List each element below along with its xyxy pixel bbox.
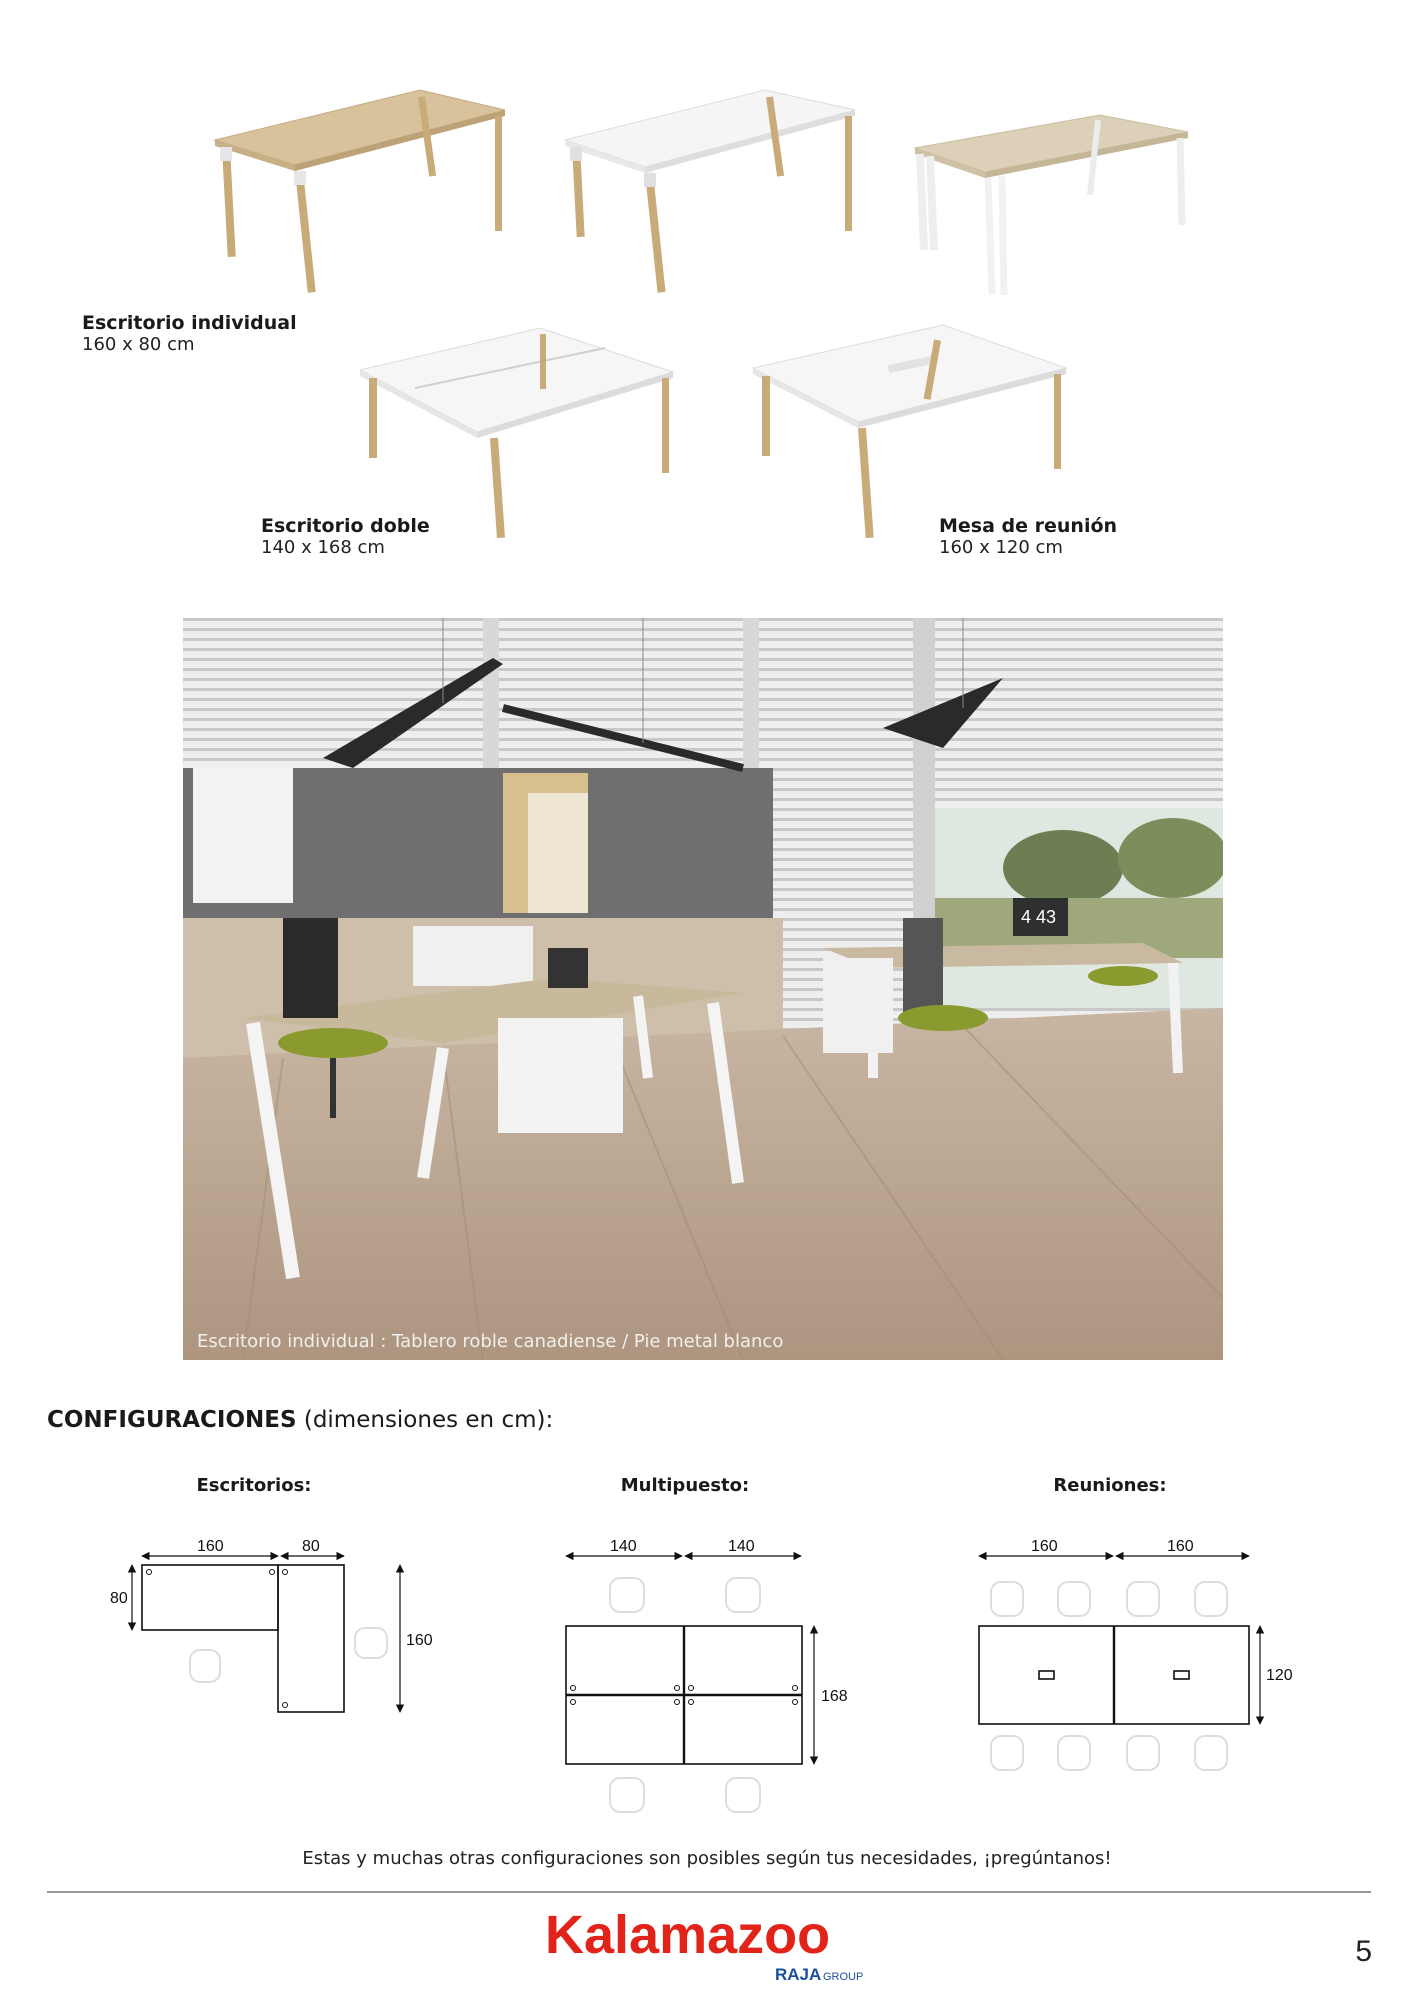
- desk-oak-image: [210, 85, 510, 305]
- footer-divider: [47, 1891, 1371, 1893]
- config-heading: [47, 1407, 553, 1433]
- dim-w2: 140: [728, 1540, 755, 1555]
- config-title: CONFIGURACIONES: [47, 1407, 297, 1433]
- product-double: [261, 515, 430, 559]
- product-dimensions: 160 x 120 cm: [939, 537, 1063, 558]
- clock-display: 4 43: [1021, 907, 1057, 927]
- multipuesto-diagram: [548, 1540, 868, 1820]
- desk-white-image: [560, 85, 860, 305]
- product-name: Escritorio doble: [261, 515, 430, 537]
- product-dimensions: 160 x 80 cm: [82, 334, 195, 355]
- dim-w1: 160: [1031, 1540, 1058, 1555]
- brand-sub: RAJA: [775, 1965, 822, 1984]
- meeting-table-image: [748, 320, 1073, 545]
- office-photo: [183, 618, 1223, 1360]
- config-escritorios-label: Escritorios:: [196, 1475, 312, 1496]
- config-multipuesto-label: Multipuesto:: [620, 1475, 750, 1496]
- config-subtitle: (dimensiones en cm):: [296, 1407, 554, 1433]
- product-name: Escritorio individual: [82, 312, 297, 334]
- dim-h: 120: [1266, 1667, 1293, 1684]
- kalamazoo-logo: [545, 1905, 885, 1985]
- photo-caption: Escritorio individual : Tablero roble canadiense / Pie metal blanco: [197, 1331, 784, 1352]
- office-scene: [183, 618, 1223, 1360]
- product-individual: [82, 312, 297, 356]
- product-dimensions: 140 x 168 cm: [261, 537, 385, 558]
- double-desk-image: [355, 320, 680, 545]
- page-number: 5: [1355, 1935, 1372, 1968]
- brand-group: GROUP: [823, 1971, 864, 1983]
- product-meeting: [939, 515, 1117, 559]
- dim-w2: 160: [1167, 1540, 1194, 1555]
- desk-oak-white-legs-image: [910, 110, 1195, 300]
- brand-name: Kalamazoo: [545, 1905, 831, 1965]
- product-name: Mesa de reunión: [939, 515, 1118, 537]
- dim-w1: 140: [610, 1540, 637, 1555]
- dim-w1: 160: [197, 1540, 224, 1555]
- config-reuniones-label: Reuniones:: [1053, 1475, 1167, 1496]
- dim-h2: 160: [406, 1632, 433, 1649]
- dim-h: 168: [821, 1688, 848, 1705]
- dim-h1: 80: [110, 1590, 128, 1607]
- footer-note: Estas y muchas otras configuraciones son posibles según tus necesidades, ¡pregúntanos!: [302, 1848, 1112, 1869]
- dim-w2: 80: [302, 1540, 320, 1555]
- escritorios-diagram: [100, 1540, 460, 1730]
- reuniones-diagram: [965, 1540, 1305, 1790]
